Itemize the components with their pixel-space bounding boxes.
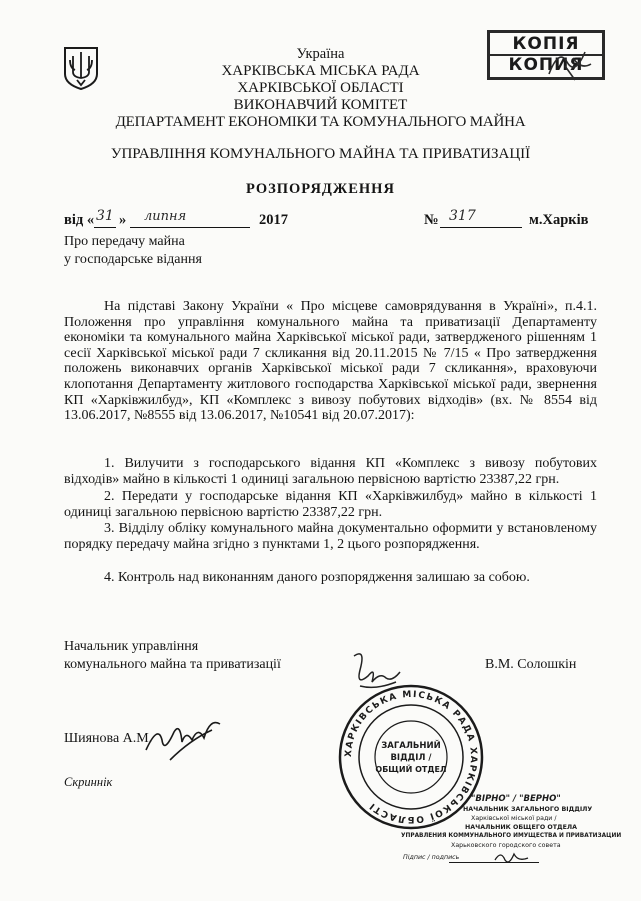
body-item: 1. Вилучити з господарського відання КП «Комплекс з вивозу побутових відходів» майно в кількості 1 одиниці загальною первісною вартістю 23387,22 грн. xyxy=(64,456,597,487)
signatory-title xyxy=(64,638,281,674)
doc-number: 317 xyxy=(449,208,476,224)
verify-stamp-title: "ВІРНО" / "ВЕРНО" xyxy=(471,794,561,804)
copy-stamp-text: КОПІЯ xyxy=(512,34,580,54)
number-label: № xyxy=(424,212,439,228)
date-prefix: від « xyxy=(64,212,95,228)
verify-stamp-line: УПРАВЛЕНИЯ КОММУНАЛЬНОГО ИМУЩЕСТВА И ПРИВАТИЗАЦИИ xyxy=(401,833,622,839)
body-intro: На підставі Закону України « Про місцеве самоврядування в Україні», п.4.1. Положення про управління комунального майна та приватизації Департаменту економіки та комунального майна Харківської міської ради, затвердженого рішенням 1 сесії Харківської міської ради 7 скликання від 20.11.2015 № 7/15 « Про затвердження положень виконавчих органів Харківської міської ради 7 скликання», враховуючи клопотання Департаменту житлового господарства Харківської міської ради, звернення КП «Харківжилбуд», КП «Комплекс з вивозу побутових відходів» (вх. № 8554 від 13.06.2017, №8555 від 13.06.2017, №10541 від 20.07.2017): xyxy=(64,299,597,424)
city: м.Харків xyxy=(529,212,589,228)
verify-stamp-line: Харьковского городского совета xyxy=(451,842,561,849)
executor-name: Шиянова А.М. xyxy=(64,731,153,746)
header-oblast: ХАРКІВСЬКОЇ ОБЛАСТІ xyxy=(237,80,404,96)
verify-stamp-signature xyxy=(492,846,532,868)
body-item: 2. Передати у господарське відання КП «Харківжилбуд» майно в кількості 1 одиниці загальною первісною вартістю 23387,22 грн. xyxy=(64,489,597,520)
date-month: липня xyxy=(144,209,187,224)
verify-stamp-line: НАЧАЛЬНИК ЗАГАЛЬНОГО ВІДДІЛУ xyxy=(463,806,593,813)
date-line xyxy=(64,208,594,232)
directorate-title: УПРАВЛІННЯ КОМУНАЛЬНОГО МАЙНА ТА ПРИВАТИЗАЦІЇ xyxy=(110,146,531,162)
signatory-title-line: комунального майна та приватизації xyxy=(64,657,281,672)
seal-center-line: ВІДДІЛ / xyxy=(390,753,432,763)
doc-type: РОЗПОРЯДЖЕННЯ xyxy=(246,181,395,197)
verify-stamp-line: Харківської міської ради / xyxy=(471,815,557,822)
date-day: 31 xyxy=(96,208,114,224)
body-item: 4. Контроль над виконанням даного розпорядження залишаю за собою. xyxy=(104,570,530,585)
verify-stamp-signature-label: Підпис / подпись xyxy=(403,854,460,861)
seal-center-line: ЗАГАЛЬНИЙ xyxy=(381,741,441,751)
header-department: ДЕПАРТАМЕНТ ЕКОНОМІКИ ТА КОМУНАЛЬНОГО МАЙНА xyxy=(115,114,526,130)
copy-stamp-text-ru: КОПИЯ xyxy=(508,55,584,75)
seal-center-line: ОБЩИЙ ОТДЕЛ xyxy=(375,765,447,774)
seal-outer-text: ХАРКІВСЬКА МІСЬКА РАДА ХАРКІВСЬКОЇ ОБЛАСТІ xyxy=(343,689,479,825)
verify-stamp-line: НАЧАЛЬНИК ОБЩЕГО ОТДЕЛА xyxy=(465,824,578,831)
date-year: 2017 xyxy=(259,212,288,228)
header-country: Україна xyxy=(296,46,345,62)
executor-signature xyxy=(140,710,230,768)
subject-line: у господарське відання xyxy=(64,252,202,267)
subject-line: Про передачу майна xyxy=(64,234,185,249)
signatory-name: В.М. Солошкін xyxy=(485,657,577,672)
subject xyxy=(64,233,202,269)
header-committee: ВИКОНАВЧИЙ КОМІТЕТ xyxy=(233,97,408,113)
header-council: ХАРКІВСЬКА МІСЬКА РАДА xyxy=(221,63,420,79)
signatory-title-line: Начальник управління xyxy=(64,639,199,654)
date-mid: » xyxy=(119,212,127,228)
executor-note: Скриннік xyxy=(64,775,113,789)
body-item: 3. Відділу обліку комунального майна документально оформити у встановленому порядку передачу майна згідно з пунктами 1, 2 цього розпорядження. xyxy=(64,521,597,552)
